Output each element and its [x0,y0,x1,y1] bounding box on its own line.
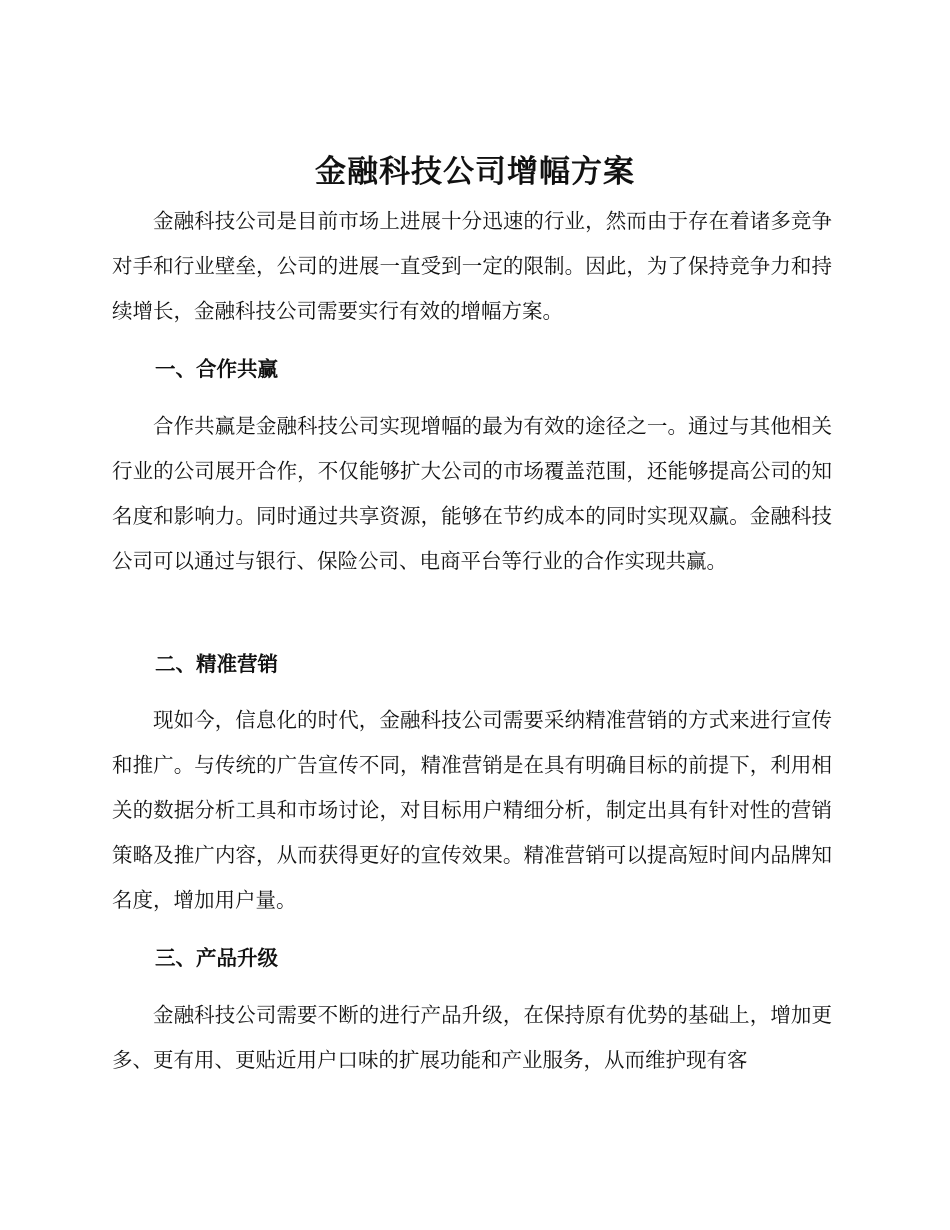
section-body-precision-marketing: 现如今，信息化的时代，金融科技公司需要采纳精准营销的方式来进行宣传和推广。与传统的广告宣传不同，精准营销是在具有明确目标的前提下，利用相关的数据分析工具和市场讨论，对目标用户精细分析，制定出具有针对性的营销策略及推广内容，从而获得更好的宣传效果。精准营销可以提高短时间内品牌知名度，增加用户量。 [112,708,832,912]
intro-paragraph: 金融科技公司是目前市场上进展十分迅速的行业，然而由于存在着诸多竞争对手和行业壁垒，公司的进展一直受到一定的限制。因此，为了保持竞争力和持续增长，金融科技公司需要实行有效的增幅方案。 [112,209,832,323]
section-body-product-upgrade: 金融科技公司需要不断的进行产品升级，在保持原有优势的基础上，增加更多、更有用、更贴近用户口味的扩展功能和产业服务，从而维护现有客 [112,1003,832,1072]
section-body-cooperation: 合作共赢是金融科技公司实现增幅的最为有效的途径之一。通过与其他相关行业的公司展开合作，不仅能够扩大公司的市场覆盖范围，还能够提高公司的知名度和影响力。同时通过共享资源，能够在节约成本的同时实现双赢。金融科技公司可以通过与银行、保险公司、电商平台等行业的合作实现共赢。 [112,414,832,573]
section-heading-cooperation: 一、合作共赢 [155,357,278,381]
section-heading-product-upgrade: 三、产品升级 [155,946,278,970]
section-heading-precision-marketing: 二、精准营销 [155,652,278,676]
document-title: 金融科技公司增幅方案 [315,154,635,190]
